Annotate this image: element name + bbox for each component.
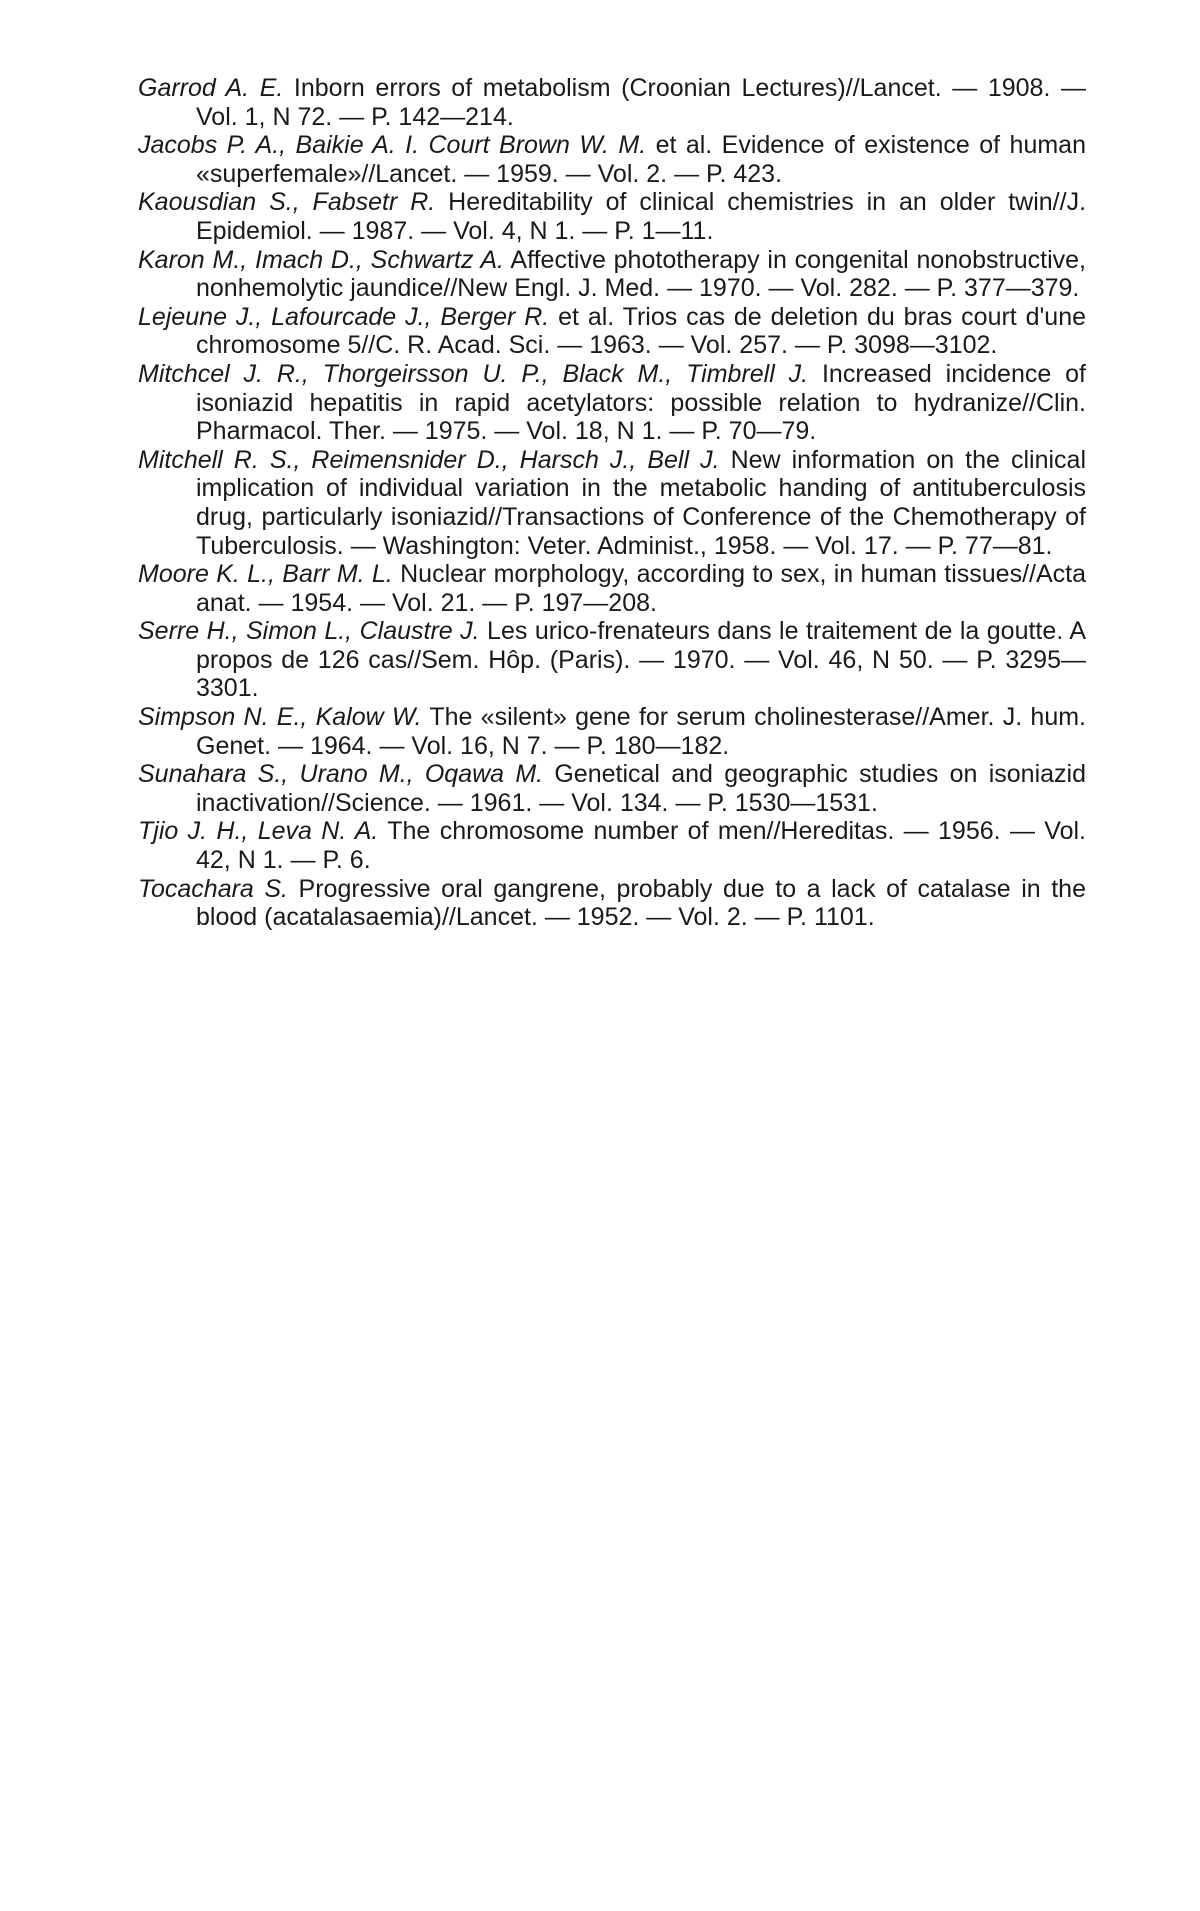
reference-authors: Mitchcel J. R., Thorgeirsson U. P., Black M., Timbrell J. [138,359,809,388]
reference-text: New information on the clinical implication of individual variation in the metabolic handing of antituberculosis drug, particularly isoniazid//Transactions of Conference of the Chemotherapy of Tuberculosis. — Washington: Veter. Administ., 1958. — Vol. 17. — P. 77—81. [196,445,1086,560]
reference-text: Progressive oral gangrene, probably due to a lack of catalase in the blood (acatalasaemia)//Lancet. — 1952. — Vol. 2. — P. 1101. [196,874,1086,932]
reference-authors: Serre H., Simon L., Claustre J. [138,617,480,646]
reference-entry [138,246,1086,303]
reference-entry [138,560,1086,617]
reference-entry [138,446,1086,560]
reference-list [138,74,1086,932]
reference-entry [138,303,1086,360]
reference-text: Affective phototherapy in congenital nonobstructive, nonhemolytic jaundice//New Engl. J. Med. — 1970. — Vol. 282. — P. 377—379. [196,245,1087,303]
reference-authors: Mitchell R. S., Reimensnider D., Harsch J., Bell J. [138,445,720,474]
reference-text: The «silent» gene for serum cholinesterase//Amer. J. hum. Genet. — 1964. — Vol. 16, N 7. — P. 180—182. [196,703,1087,760]
reference-authors: Jacobs P. A., Baikie A. I. Court Brown W. M. [138,131,647,160]
reference-text: Increased incidence of isoniazid hepatitis in rapid acetylators: possible relation to hydranize//Clin. Pharmacol. Ther. — 1975. — Vol. 18, N 1. — P. 70—79. [196,359,1086,446]
reference-authors: Simpson N. E., Kalow W. [138,703,422,732]
reference-text: Nuclear morphology, according to sex, in human tissues//Acta anat. — 1954. — Vol. 21. — P. 197—208. [196,560,1086,617]
reference-text: The chromosome number of men//Hereditas. — 1956. — Vol. 42, N 1. — P. 6. [196,817,1086,875]
reference-entry [138,188,1086,245]
reference-entry [138,817,1086,874]
reference-authors: Karon M., Imach D., Schwartz A. [138,245,504,274]
reference-text: Les urico-frenateurs dans le traitement de la goutte. A propos de 126 cas//Sem. Hôp. (Paris). — 1970. — Vol. 46, N 50. — P. 3295—3301. [196,617,1086,703]
reference-authors: Tjio J. H., Leva N. A. [138,817,379,846]
reference-entry [138,875,1086,932]
reference-text: Genetical and geographic studies on isoniazid inactivation//Science. — 1961. — Vol. 134. — P. 1530—1531. [196,760,1086,817]
reference-text: Inborn errors of metabolism (Croonian Lectures)//Lancet. — 1908. — Vol. 1, N 72. — P. 142—214. [196,74,1086,131]
reference-authors: Tocachara S. [138,874,288,903]
reference-entry [138,760,1086,817]
reference-entry [138,131,1086,188]
reference-authors: Lejeune J., Lafourcade J., Berger R. [138,302,550,331]
reference-authors: Kaousdian S., Fabsetr R. [138,188,436,217]
reference-text: Hereditability of clinical chemistries in an older twin//J. Epidemiol. — 1987. — Vol. 4, N 1. — P. 1—11. [196,188,1087,245]
reference-authors: Sunahara S., Urano M., Oqawa M. [138,760,544,789]
reference-entry [138,360,1086,446]
reference-text: et al. Evidence of existence of human «superfemale»//Lancet. — 1959. — Vol. 2. — P. 423. [196,131,1086,188]
reference-authors: Moore K. L., Barr M. L. [138,560,393,589]
reference-entry [138,703,1086,760]
reference-entry [138,617,1086,703]
reference-entry [138,74,1086,131]
reference-authors: Garrod A. E. [138,74,284,102]
reference-text: et al. Trios cas de deletion du bras court d'une chromosome 5//C. R. Acad. Sci. — 1963. — Vol. 257. — P. 3098—3102. [196,302,1087,360]
